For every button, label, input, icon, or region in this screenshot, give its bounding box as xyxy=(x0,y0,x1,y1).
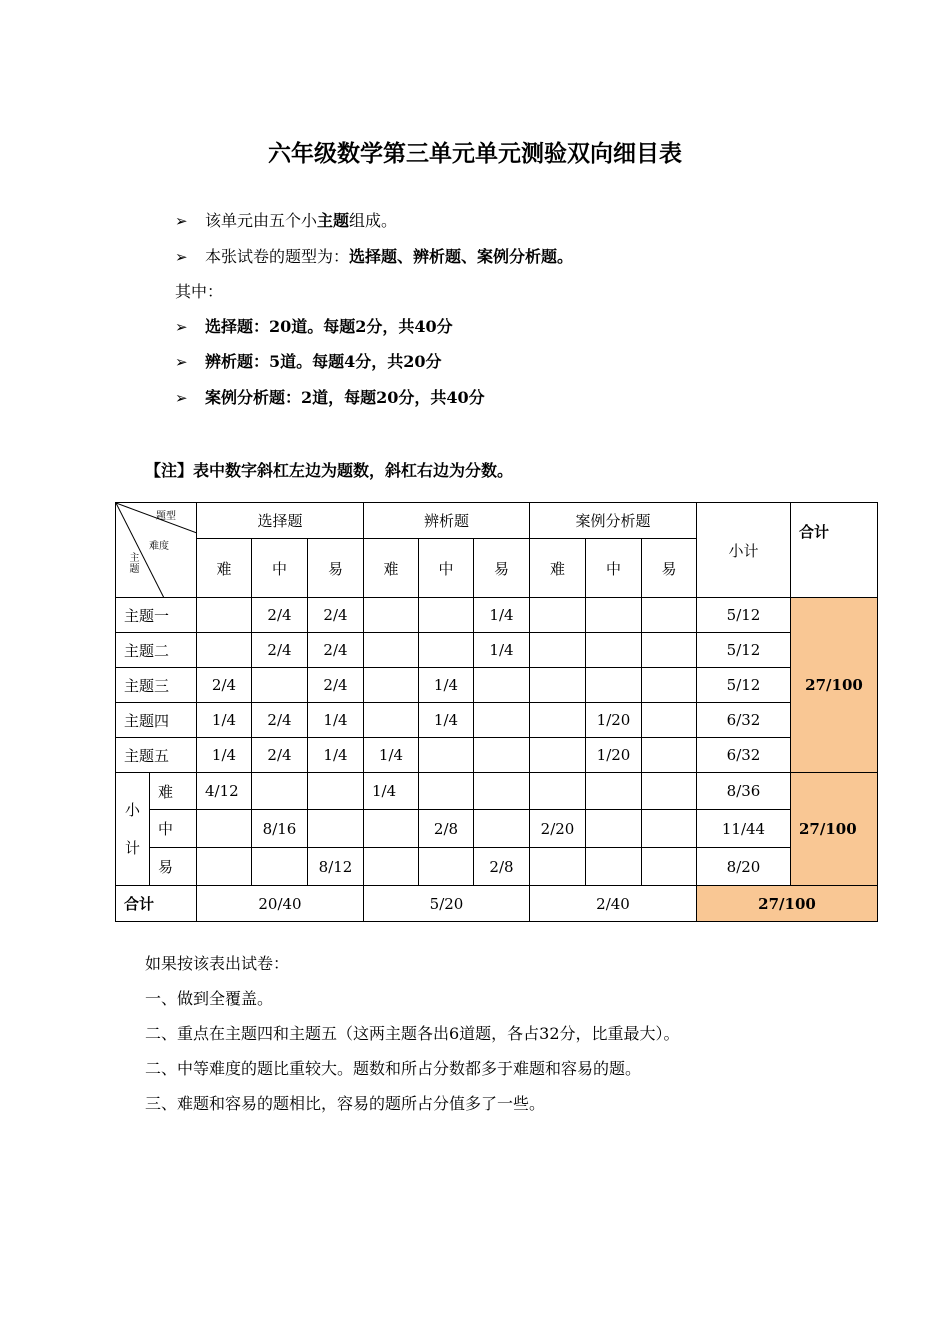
row-label: 主题五 xyxy=(116,738,197,773)
table-row xyxy=(116,848,878,886)
row-subtotal: 5/12 xyxy=(697,633,791,668)
cell xyxy=(530,738,586,773)
row-subtotal: 6/32 xyxy=(697,738,791,773)
cell: 1/4 xyxy=(419,668,474,703)
cell xyxy=(419,848,474,886)
row-subtotal: 6/32 xyxy=(697,703,791,738)
cell xyxy=(642,848,697,886)
cell xyxy=(252,773,308,810)
grand-total-cell: 27/100 xyxy=(697,886,878,922)
cell: 2/4 xyxy=(252,703,308,738)
cell xyxy=(642,633,697,668)
cell: 1/4 xyxy=(474,598,530,633)
cell xyxy=(474,703,530,738)
table-row xyxy=(116,773,878,810)
cell xyxy=(642,810,697,848)
intro-line-4: ➢ 选择题：20道。每题2分，共40分 xyxy=(175,317,453,336)
cell: 2/4 xyxy=(308,668,364,703)
final-case-total: 2/40 xyxy=(530,886,697,922)
row-label: 难 xyxy=(150,773,197,810)
cell: 2/8 xyxy=(474,848,530,886)
table-row xyxy=(116,703,878,738)
cell: 4/12 xyxy=(197,773,252,810)
row-label: 主题三 xyxy=(116,668,197,703)
final-analysis-total: 5/20 xyxy=(364,886,530,922)
row-subtotal: 8/36 xyxy=(697,773,791,810)
cell xyxy=(419,598,474,633)
cell xyxy=(252,848,308,886)
cell: 1/20 xyxy=(586,703,642,738)
cell xyxy=(530,703,586,738)
row-label: 主题二 xyxy=(116,633,197,668)
final-row-label: 合计 xyxy=(116,886,197,922)
cell xyxy=(474,773,530,810)
table-row xyxy=(116,598,878,633)
intro-line-3: 其中： xyxy=(175,282,224,301)
row-subtotal: 5/12 xyxy=(697,598,791,633)
cell xyxy=(586,848,642,886)
cell: 2/4 xyxy=(252,633,308,668)
header-type-case: 案例分析题 xyxy=(530,503,697,539)
cell xyxy=(530,598,586,633)
final-choice-total: 20/40 xyxy=(197,886,364,922)
cell xyxy=(474,810,530,848)
cell: 8/12 xyxy=(308,848,364,886)
conclusion-line: 一、做到全覆盖。 xyxy=(145,989,274,1008)
arrow-bullet-icon: ➢ xyxy=(175,389,188,407)
header-level: 中 xyxy=(419,539,474,598)
header-subtotal: 小计 xyxy=(697,503,791,598)
cell xyxy=(642,668,697,703)
cell: 2/8 xyxy=(419,810,474,848)
row-subtotal: 11/44 xyxy=(697,810,791,848)
arrow-bullet-icon: ➢ xyxy=(175,248,188,266)
cell xyxy=(642,738,697,773)
cell: 8/16 xyxy=(252,810,308,848)
row-subtotal: 5/12 xyxy=(697,668,791,703)
header-level: 易 xyxy=(308,539,364,598)
table-row xyxy=(116,738,878,773)
cell xyxy=(197,810,252,848)
cell xyxy=(586,633,642,668)
header-level: 易 xyxy=(474,539,530,598)
cell xyxy=(419,633,474,668)
cell: 2/4 xyxy=(308,598,364,633)
cell: 1/4 xyxy=(364,773,419,810)
intro-line-5: ➢ 辨析题：5道。每题4分，共20分 xyxy=(175,352,442,371)
header-level: 难 xyxy=(530,539,586,598)
cell: 2/4 xyxy=(197,668,252,703)
cell: 2/4 xyxy=(252,598,308,633)
header-total: 合计 xyxy=(791,503,878,598)
cell xyxy=(308,773,364,810)
cell: 1/20 xyxy=(586,738,642,773)
row-subtotal: 8/20 xyxy=(697,848,791,886)
cell: 1/4 xyxy=(197,703,252,738)
arrow-bullet-icon: ➢ xyxy=(175,212,188,230)
intro-line-1: ➢ 该单元由五个小主题组成。 xyxy=(175,211,398,230)
header-level: 难 xyxy=(197,539,252,598)
cell xyxy=(586,598,642,633)
topic-total-cell: 27/100 xyxy=(791,598,878,773)
arrow-bullet-icon: ➢ xyxy=(175,318,188,336)
table-row xyxy=(116,810,878,848)
cell xyxy=(364,810,419,848)
cell: 1/4 xyxy=(197,738,252,773)
cell xyxy=(364,848,419,886)
cell xyxy=(586,810,642,848)
cell: 2/20 xyxy=(530,810,586,848)
corner-difficulty-label: 难度 xyxy=(149,541,169,552)
table-corner-cell xyxy=(116,503,197,598)
cell xyxy=(530,773,586,810)
cell xyxy=(252,668,308,703)
conclusion-line: 三、难题和容易的题相比，容易的题所占分值多了一些。 xyxy=(145,1094,546,1113)
arrow-bullet-icon: ➢ xyxy=(175,353,188,371)
cell xyxy=(308,810,364,848)
cell xyxy=(197,598,252,633)
cell xyxy=(364,598,419,633)
row-label: 主题四 xyxy=(116,703,197,738)
cell xyxy=(364,633,419,668)
cell: 1/4 xyxy=(364,738,419,773)
table-note: 【注】表中数字斜杠左边为题数，斜杠右边为分数。 xyxy=(145,461,514,480)
cell: 1/4 xyxy=(308,703,364,738)
corner-type-label: 题型 xyxy=(156,511,176,522)
cell xyxy=(586,668,642,703)
cell: 2/4 xyxy=(252,738,308,773)
header-level: 中 xyxy=(252,539,308,598)
cell: 1/4 xyxy=(474,633,530,668)
document-title: 六年级数学第三单元单元测验双向细目表 xyxy=(268,141,682,167)
cell xyxy=(364,703,419,738)
header-level: 中 xyxy=(586,539,642,598)
header-type-choice: 选择题 xyxy=(197,503,364,539)
cell xyxy=(530,633,586,668)
row-label: 主题一 xyxy=(116,598,197,633)
conclusion-line: 二、重点在主题四和主题五（这两主题各出6道题，各占32分，比重最大）。 xyxy=(145,1024,680,1043)
cell xyxy=(197,848,252,886)
specification-table xyxy=(115,502,878,922)
header-level: 难 xyxy=(364,539,419,598)
level-total-cell: 27/100 xyxy=(791,773,878,886)
cell xyxy=(642,773,697,810)
conclusion-line: 二、中等难度的题比重较大。题数和所占分数都多于难题和容易的题。 xyxy=(145,1059,642,1078)
cell: 1/4 xyxy=(308,738,364,773)
cell: 2/4 xyxy=(308,633,364,668)
cell xyxy=(197,633,252,668)
corner-topic-label: 主 题 xyxy=(129,553,140,575)
cell xyxy=(419,773,474,810)
cell xyxy=(530,668,586,703)
header-type-analysis: 辨析题 xyxy=(364,503,530,539)
intro-line-2: ➢ 本张试卷的题型为：选择题、辨析题、案例分析题。 xyxy=(175,247,574,266)
table-row xyxy=(116,668,878,703)
row-label: 易 xyxy=(150,848,197,886)
conclusion-line: 如果按该表出试卷： xyxy=(145,954,290,973)
row-label: 中 xyxy=(150,810,197,848)
cell xyxy=(642,703,697,738)
cell xyxy=(474,738,530,773)
cell xyxy=(530,848,586,886)
intro-line-6: ➢ 案例分析题：2道，每题20分，共40分 xyxy=(175,388,485,407)
cell xyxy=(419,738,474,773)
table-row xyxy=(116,886,878,922)
cell xyxy=(474,668,530,703)
cell xyxy=(364,668,419,703)
subtotal-group-label: 小 计 xyxy=(116,773,150,886)
cell xyxy=(642,598,697,633)
table-row xyxy=(116,633,878,668)
cell xyxy=(586,773,642,810)
cell: 1/4 xyxy=(419,703,474,738)
header-level: 易 xyxy=(642,539,697,598)
